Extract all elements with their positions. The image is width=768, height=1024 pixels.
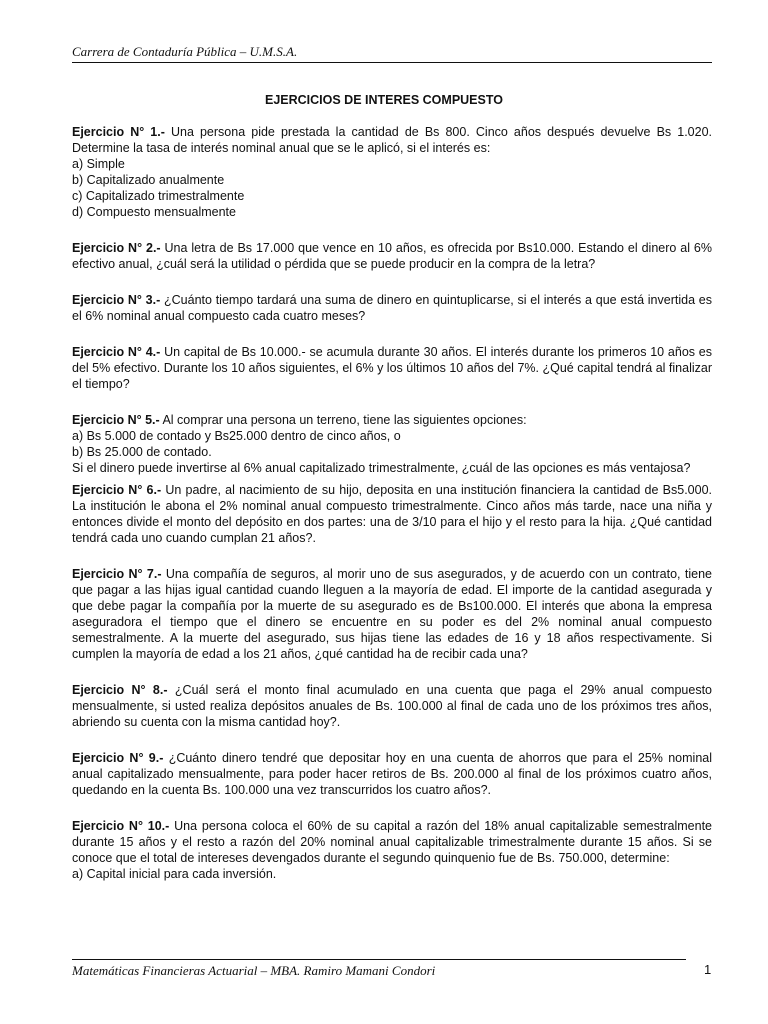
exercise-label: Ejercicio N° 1.- xyxy=(72,125,165,139)
option-item: a) Bs 5.000 de contado y Bs25.000 dentro de cinco años, o xyxy=(72,429,401,443)
exercise-9 xyxy=(72,750,712,798)
exercise-8 xyxy=(72,682,712,730)
option-item: c) Capitalizado trimestralmente xyxy=(72,189,245,203)
document-title: EJERCICIOS DE INTERES COMPUESTO xyxy=(264,93,503,107)
exercise-list xyxy=(72,124,712,902)
exercise-label: Ejercicio N° 6.- xyxy=(72,483,162,497)
exercise-label: Ejercicio N° 7.- xyxy=(72,567,162,581)
exercise-1 xyxy=(72,124,712,220)
exercise-text: Una persona coloca el 60% de su capital a razón del 18% anual capitalizable semestralmente durante 15 años y el resto a razón del 20% nominal anual capitalizable trimestralmente durante 15 años. Si se conoce que el total de intereses devengados durante el segundo quinquenio fue de Bs. 750.000, determine: xyxy=(72,819,712,865)
exercise-5 xyxy=(72,412,712,476)
exercise-label: Ejercicio N° 9.- xyxy=(72,751,164,765)
exercise-text: ¿Cuánto tiempo tardará una suma de dinero en quintuplicarse, si el interés a que está invertida es el 6% nominal anual compuesto cada cuatro meses? xyxy=(72,293,712,323)
exercise-text: ¿Cuánto dinero tendré que depositar hoy en una cuenta de ahorros que para el 25% nominal anual capitalizado mensualmente, para poder hacer retiros de Bs. 200.000 al final de los próximos cuatro años, quedando en la cuenta Bs. 100.000 una vez transcurridos los cuatro años?. xyxy=(72,751,713,797)
running-footer: Matemáticas Financieras Actuarial – MBA. Ramiro Mamani Condori xyxy=(72,959,686,979)
exercise-label: Ejercicio N° 2.- xyxy=(72,241,161,255)
option-item: b) Capitalizado anualmente xyxy=(72,173,225,187)
exercise-label: Ejercicio N° 5.- xyxy=(72,413,160,427)
exercise-text: Un padre, al nacimiento de su hijo, deposita en una institución financiera la cantidad de Bs5.000. La institución le abona el 2% nominal anual compuesto trimestralmente. Cinco años más tarde, nace una niña y entonces divide el monto del depósito en dos partes: una de 3/10 para el hijo y el resto para la hija. ¿Qué cantidad tendrá cada uno cuando cumplan 21 años?. xyxy=(72,483,712,545)
exercise-label: Ejercicio N° 4.- xyxy=(72,345,161,359)
exercise-3 xyxy=(72,292,712,324)
running-header: Carrera de Contaduría Pública – U.M.S.A. xyxy=(72,44,712,63)
option-item: b) Bs 25.000 de contado. xyxy=(72,445,212,459)
exercise-text: Una letra de Bs 17.000 que vence en 10 años, es ofrecida por Bs10.000. Estando el dinero al 6% efectivo anual, ¿cuál será la utilidad o pérdida que se puede producir en la compra de la letra? xyxy=(72,241,712,271)
exercise-7 xyxy=(72,566,712,662)
option-item: a) Simple xyxy=(72,157,125,171)
option-item: d) Compuesto mensualmente xyxy=(72,205,236,219)
exercise-text: Una persona pide prestada la cantidad de Bs 800. Cinco años después devuelve Bs 1.020. Determine la tasa de interés nominal anual que se le aplicó, si el interés es: xyxy=(72,125,713,155)
exercise-options xyxy=(72,428,712,460)
exercise-10 xyxy=(72,818,712,882)
exercise-text: Una compañía de seguros, al morir uno de sus asegurados, y de acuerdo con un contrato, tiene que pagar a las hijas igual cantidad cuando lleguen a la mayoría de edad. El importe de la cantidad asegurada y que debe pagar la compañía por la muerte de su asegurado es de Bs100.000. El interés que abona la empresa aseguradora el tiempo que el dinero se encuentre en su poder es del 2% nominal anual compuesto semestralmente. A la muerte del asegurado, sus hijas tiene las edades de 16 y 18 años respectivamente. Si cumplen la mayoría de edad a los 21 años, ¿qué cantidad ha de recibir cada una? xyxy=(72,567,713,661)
exercise-label: Ejercicio N° 3.- xyxy=(72,293,161,307)
exercise-text: Al comprar una persona un terreno, tiene las siguientes opciones: xyxy=(159,413,527,427)
exercise-6 xyxy=(72,482,712,546)
option-item: a) Capital inicial para cada inversión. xyxy=(72,867,277,881)
exercise-text-after: Si el dinero puede invertirse al 6% anual capitalizado trimestralmente, ¿cuál de las opciones es más ventajosa? xyxy=(72,461,691,475)
exercise-2 xyxy=(72,240,712,272)
exercise-label: Ejercicio N° 10.- xyxy=(72,819,170,833)
exercise-options xyxy=(72,866,712,882)
exercise-4 xyxy=(72,344,712,392)
exercise-text: ¿Cuál será el monto final acumulado en una cuenta que paga el 29% anual compuesto mensualmente, si usted realiza depósitos anuales de Bs. 100.000 al final de cada uno de los próximos tres años, abriendo su cuenta con la misma cantidad hoy?. xyxy=(72,683,712,729)
exercise-label: Ejercicio N° 8.- xyxy=(72,683,168,697)
exercise-options xyxy=(72,156,712,220)
page-number: 1 xyxy=(704,962,712,977)
exercise-text: Un capital de Bs 10.000.- se acumula durante 30 años. El interés durante los primeros 10 años es del 5% efectivo. Durante los 10 años siguientes, el 6% y los últimos 10 años del 7%. ¿Qué capital tendrá al finalizar el tiempo? xyxy=(72,345,713,391)
